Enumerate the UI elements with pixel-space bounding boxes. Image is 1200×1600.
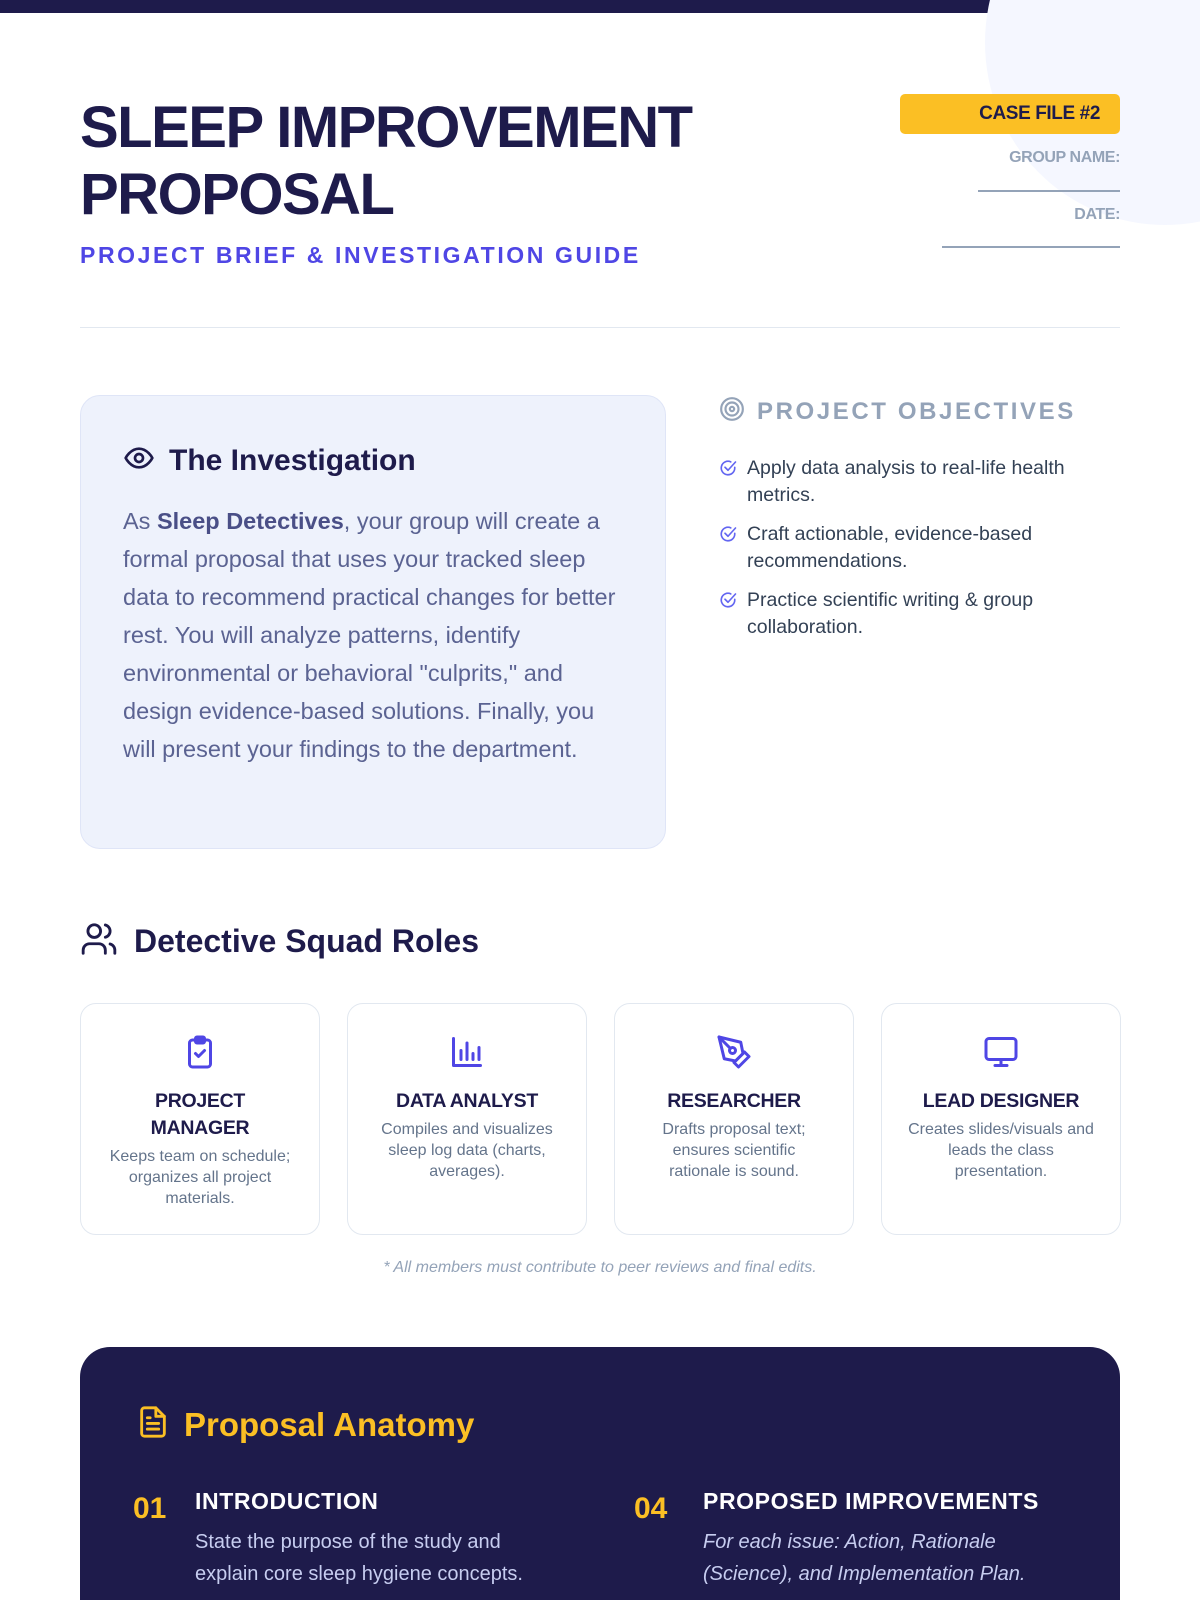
objective-text: Practice scientific writing & group collaboration.	[747, 589, 1034, 638]
role-description: Compiles and visualizes sleep log data (charts, averages).	[381, 1121, 553, 1180]
investigation-title: The Investigation	[169, 443, 416, 477]
users-icon	[80, 920, 118, 963]
objectives-heading	[719, 396, 1076, 427]
check-circle-icon	[719, 591, 737, 614]
role-card-project-manager	[80, 1003, 320, 1235]
role-card-lead-designer	[881, 1003, 1121, 1235]
group-name-label: GROUP NAME:	[1009, 149, 1120, 166]
section-description: For each issue: Action, Rationale (Science), and Implementation Plan.	[703, 1531, 1026, 1585]
clipboard-check-icon	[81, 1034, 319, 1070]
objectives-title: PROJECT OBJECTIVES	[757, 397, 1076, 425]
date-field[interactable]	[942, 246, 1120, 248]
objective-text: Craft actionable, evidence-based recommendations.	[747, 523, 1033, 572]
anatomy-heading	[136, 1405, 474, 1444]
section-name: INTRODUCTION	[195, 1488, 379, 1514]
roles-footnote: * All members must contribute to peer reviews and final edits.	[383, 1259, 817, 1276]
role-name	[91, 1088, 309, 1142]
objective-item	[719, 455, 1119, 508]
section-number: 04	[634, 1492, 668, 1525]
role-name-line2: MANAGER	[150, 1117, 250, 1139]
role-name: RESEARCHER	[667, 1090, 801, 1112]
role-name-line1: PROJECT	[154, 1090, 245, 1112]
section-number: 01	[133, 1492, 167, 1525]
roles-title: Detective Squad Roles	[134, 923, 479, 959]
section-description: State the purpose of the study and explain core sleep hygiene concepts.	[195, 1531, 523, 1585]
investigation-heading	[123, 442, 416, 479]
objective-text: Apply data analysis to real-life health metrics.	[747, 457, 1065, 506]
page-title	[80, 94, 692, 228]
date-label: DATE:	[1074, 206, 1120, 223]
bar-chart-icon	[348, 1034, 586, 1070]
role-description: Drafts proposal text; ensures scientific rationale is sound.	[662, 1121, 806, 1180]
group-name-field[interactable]	[978, 190, 1120, 192]
objectives-list	[719, 455, 1119, 653]
page-subtitle: PROJECT BRIEF & INVESTIGATION GUIDE	[80, 242, 641, 268]
role-name: LEAD DESIGNER	[922, 1090, 1080, 1112]
role-card-data-analyst	[347, 1003, 587, 1235]
objective-item	[719, 521, 1119, 574]
case-file-badge: CASE FILE #2	[900, 94, 1120, 134]
objective-item	[719, 587, 1119, 640]
roles-heading	[80, 920, 479, 963]
investigation-body-bold: Sleep Detectives	[156, 508, 344, 534]
page-title-line1: SLEEP IMPROVEMENT	[80, 95, 692, 160]
investigation-body-rest: , your group will create a formal proposal that uses your tracked sleep data to recommend practical changes for better rest. You will analyze patterns, identify environmental or behavioral "culprits," and design evidence-based solutions. Finally, you will present your findings to the department.	[123, 508, 616, 762]
page-title-line2: PROPOSAL	[80, 162, 394, 227]
check-circle-icon	[719, 525, 737, 548]
header-divider	[80, 327, 1120, 328]
document-icon	[136, 1405, 170, 1444]
role-description: Creates slides/visuals and leads the class presentation.	[908, 1121, 1094, 1180]
investigation-body-prefix: As	[123, 508, 157, 534]
target-icon	[719, 396, 745, 427]
pen-tool-icon	[615, 1034, 853, 1070]
section-name: PROPOSED IMPROVEMENTS	[703, 1488, 1039, 1514]
investigation-body	[123, 502, 633, 768]
check-circle-icon	[719, 459, 737, 482]
proposal-anatomy-panel	[80, 1347, 1120, 1600]
eye-icon	[123, 442, 155, 479]
investigation-card	[80, 395, 666, 849]
role-description: Keeps team on schedule; organizes all project materials.	[109, 1148, 291, 1207]
monitor-icon	[882, 1034, 1120, 1070]
role-card-researcher	[614, 1003, 854, 1235]
anatomy-title: Proposal Anatomy	[184, 1405, 475, 1443]
role-name: DATA ANALYST	[396, 1090, 538, 1112]
